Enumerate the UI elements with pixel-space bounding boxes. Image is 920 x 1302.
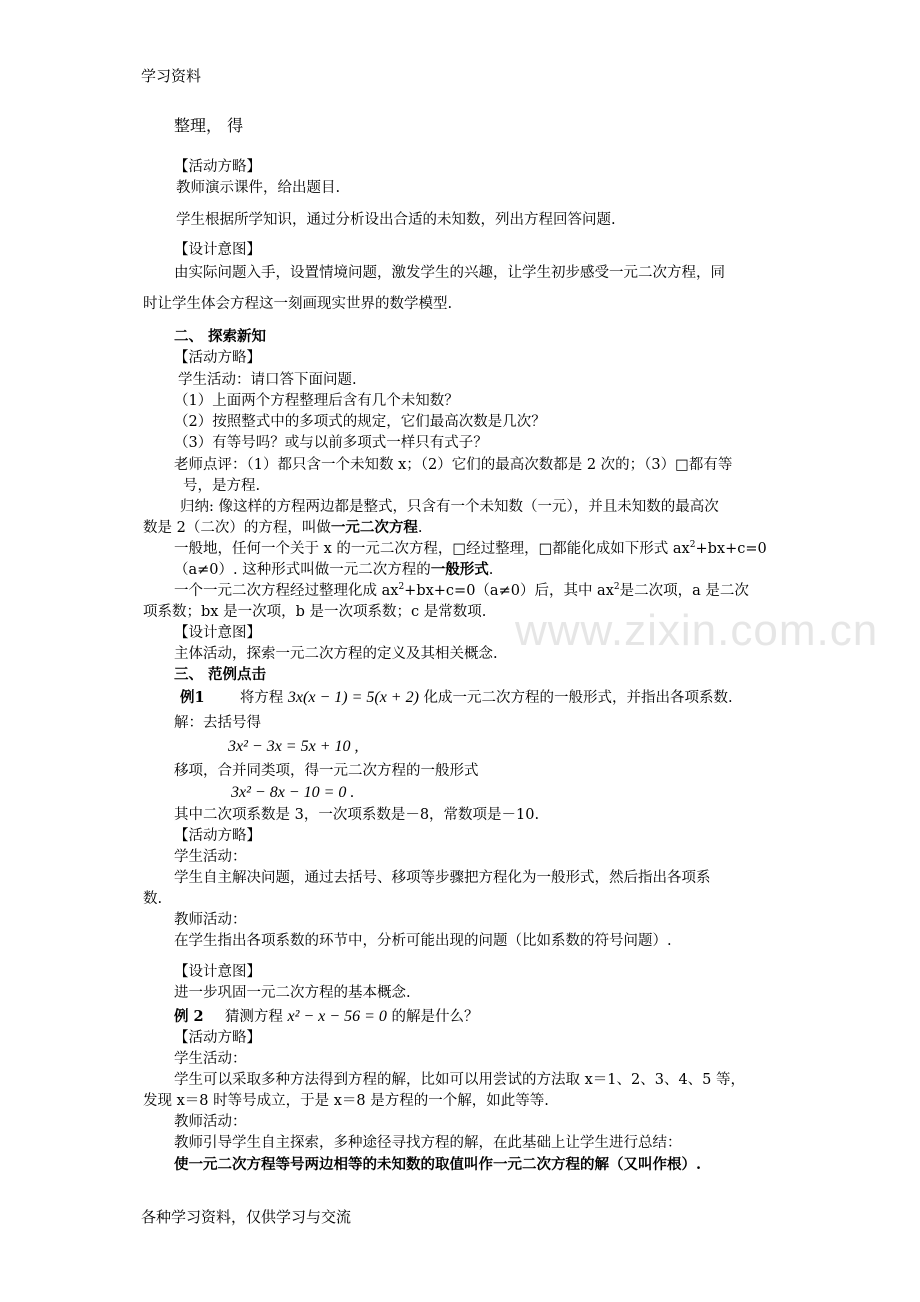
section-label: 【活动方略】 <box>174 350 261 366</box>
text-line: 归纳: 像这样的方程两边都是整式，只含有一个未知数（一元），并且未知数的最高次 <box>180 499 719 515</box>
text-line <box>174 581 749 601</box>
superscript-2: 2 <box>689 540 696 551</box>
page-footer: 各种学习资料，仅供学习与交流 <box>141 1208 352 1226</box>
section-heading: 二、 探索新知 <box>174 328 267 345</box>
text-line <box>174 560 493 580</box>
example-label: 例1 <box>180 689 205 706</box>
example-label: 例 2 <box>174 1008 204 1025</box>
text-span: （a≠0）. 这种形式叫做一元二次方程的 <box>174 562 431 578</box>
text-line: 教师活动： <box>174 1114 247 1130</box>
text-line: 发现 x＝8 时等号成立，于是 x＝8 是方程的一个解，如此等等. <box>143 1093 549 1109</box>
text-line <box>174 539 767 559</box>
text-line: 主体活动，探索一元二次方程的定义及其相关概念. <box>174 646 498 662</box>
text-span: 将方程 <box>239 690 284 706</box>
text-line: 时让学生体会方程这一刻画现实世界的数学模型. <box>143 296 453 312</box>
text-line: 解：去括号得 <box>174 715 261 731</box>
text-span: . <box>488 562 494 578</box>
text-span: . <box>417 520 423 536</box>
text-span: 化成一元二次方程的一般形式，并指出各项系数. <box>423 690 733 706</box>
equation: 3x(x − 1) = 5(x + 2) <box>287 689 419 706</box>
example-1-line <box>180 688 733 708</box>
text-line <box>143 518 422 538</box>
text-line: 学生自主解决问题，通过去括号、移项等步骤把方程化为一般形式，然后指出各项系 <box>174 870 711 886</box>
equation: 3x² − 3x = 5x + 10 , <box>228 738 359 755</box>
text-line: 教师引导学生自主探索，多种途径寻找方程的解，在此基础上让学生进行总结： <box>174 1135 682 1151</box>
text-line: 其中二次项系数是 3，一次项系数是－8，常数项是－10. <box>174 807 540 823</box>
section-label: 【设计意图】 <box>174 625 261 641</box>
text-span: 一般地，任何一个关于 x 的一元二次方程，□经过整理，□都能化成如下形式 ax <box>174 541 690 557</box>
text-line: 移项，合并同类项，得一元二次方程的一般形式 <box>174 763 479 779</box>
section-label: 【活动方略】 <box>174 159 261 175</box>
text-line: 学生根据所学知识，通过分析设出合适的未知数，列出方程回答问题. <box>176 212 616 228</box>
definition-line: 使一元二次方程等号两边相等的未知数的取值叫作一元二次方程的解（又叫作根）. <box>174 1156 702 1173</box>
text-line: 项系数；bx 是一次项，b 是一次项系数；c 是常数项. <box>143 604 487 620</box>
section-label: 【设计意图】 <box>174 242 261 258</box>
text-line: 学生活动： <box>174 1051 247 1067</box>
text-span: 一个一元二次方程经过整理化成 ax <box>174 583 399 599</box>
section-label: 【设计意图】 <box>174 964 261 980</box>
text-line: 号，是方程. <box>183 478 261 494</box>
term-general-form: 一般形式 <box>430 561 489 578</box>
text-span: 的解是什么？ <box>391 1009 479 1025</box>
term-quadratic-equation: 一元二次方程 <box>330 519 418 536</box>
text-line: 整理， 得 <box>174 116 244 135</box>
equation: 3x² − 8x − 10 = 0 . <box>231 784 355 801</box>
text-span: 数是 2（二次）的方程，叫做 <box>143 520 331 536</box>
text-line: （2）按照整式中的多项式的规定，它们最高次数是几次？ <box>174 414 546 430</box>
text-line: 老师点评：（1）都只含一个未知数 x；（2）它们的最高次数都是 2 次的；（3）□都有等 <box>174 457 733 473</box>
text-span: 猜测方程 <box>224 1009 283 1025</box>
text-line: 进一步巩固一元二次方程的基本概念. <box>174 985 411 1001</box>
example-2-line <box>174 1007 478 1027</box>
text-span: 是二次项，a 是二次 <box>619 583 749 599</box>
text-line: （3）有等号吗？或与以前多项式一样只有式子？ <box>174 435 488 451</box>
section-label: 【活动方略】 <box>174 828 261 844</box>
page-header: 学习资料 <box>141 67 202 85</box>
superscript-2: 2 <box>398 582 405 593</box>
text-span: +bx+c=0（a≠0）后，其中 ax <box>404 583 614 599</box>
text-line: 在学生指出各项系数的环节中，分析可能出现的问题（比如系数的符号问题）. <box>174 933 672 949</box>
text-line: 教师演示课件，给出题目. <box>176 180 341 196</box>
watermark: www.zixin.com.cn <box>515 606 879 655</box>
equation: x² − x − 56 = 0 <box>287 1008 387 1025</box>
superscript-2: 2 <box>613 582 620 593</box>
section-label: 【活动方略】 <box>174 1030 261 1046</box>
text-line: 学生活动： <box>174 849 247 865</box>
section-heading: 三、 范例点击 <box>174 666 267 683</box>
text-line: 学生可以采取多种方法得到方程的解，比如可以用尝试的方法取 x＝1、2、3、4、5 等， <box>174 1072 746 1088</box>
text-line: 由实际问题入手，设置情境问题，激发学生的兴趣，让学生初步感受一元二次方程，同 <box>174 265 725 281</box>
text-line: （1）上面两个方程整理后含有几个未知数？ <box>174 393 459 409</box>
text-line: 学生活动：请口答下面问题. <box>178 372 357 388</box>
text-line: 数. <box>143 891 163 907</box>
text-span: +bx+c=0 <box>695 541 767 557</box>
text-line: 教师活动： <box>174 912 247 928</box>
